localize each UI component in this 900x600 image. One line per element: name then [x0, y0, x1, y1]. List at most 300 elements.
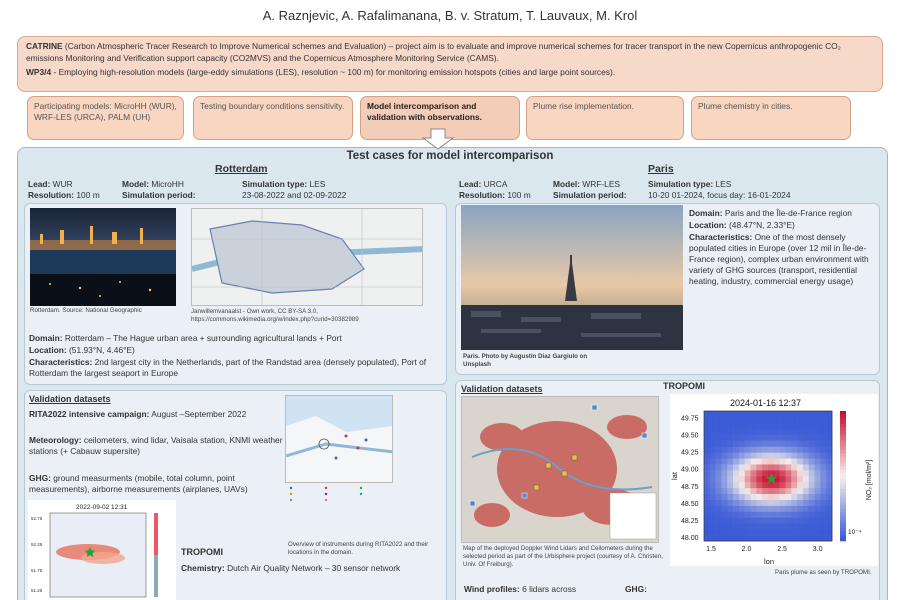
heatmap-cell	[733, 446, 739, 452]
colorbar-segment	[840, 424, 846, 428]
heatmap-cell	[727, 523, 733, 529]
heatmap-cell	[704, 482, 710, 488]
heatmap-cell	[780, 500, 786, 506]
heatmap-cell	[791, 517, 797, 523]
colorbar-segment	[840, 515, 846, 519]
heatmap-cell	[745, 535, 751, 541]
heatmap-cell	[809, 500, 815, 506]
heatmap-cell	[762, 411, 768, 417]
heatmap-cell	[721, 446, 727, 452]
colorbar-segment	[840, 486, 846, 490]
colorbar-segment	[840, 444, 846, 448]
heatmap-cell	[791, 482, 797, 488]
heatmap-cell	[727, 494, 733, 500]
heatmap-cell	[768, 523, 774, 529]
heatmap-cell	[716, 435, 722, 441]
arrow-down-icon	[420, 128, 456, 150]
heatmap-cell	[774, 500, 780, 506]
heatmap-cell	[820, 500, 826, 506]
heatmap-cell	[710, 535, 716, 541]
heatmap-cell	[716, 523, 722, 529]
heatmap-cell	[745, 435, 751, 441]
heatmap-cell	[791, 500, 797, 506]
tropomi-no2-chart	[670, 394, 878, 566]
heatmap-cell	[727, 470, 733, 476]
heatmap-cell	[820, 411, 826, 417]
heatmap-cell	[751, 429, 757, 435]
paris-map-caption: Map of the deployed Doppler Wind Lidars and Ceilometers during the selected period as part of the Urbisphere project (courtesy of A. Christen, Univ. Of Freiburg).	[463, 545, 663, 568]
colorbar-segment	[840, 509, 846, 513]
colorbar-segment	[840, 483, 846, 487]
heatmap-cell	[768, 529, 774, 535]
heatmap-cell	[727, 435, 733, 441]
heatmap-cell	[774, 423, 780, 429]
heatmap-cell	[791, 506, 797, 512]
heatmap-cell	[762, 429, 768, 435]
heatmap-cell	[785, 506, 791, 512]
heatmap-cell	[721, 441, 727, 447]
heatmap-cell	[716, 458, 722, 464]
heatmap-cell	[762, 523, 768, 529]
heatmap-cell	[826, 476, 832, 482]
heatmap-cell	[704, 535, 710, 541]
heatmap-cell	[809, 506, 815, 512]
colorbar-segment	[840, 502, 846, 506]
heatmap-cell	[785, 411, 791, 417]
heatmap-cell	[774, 523, 780, 529]
heatmap-cell	[745, 523, 751, 529]
heatmap-cell	[803, 446, 809, 452]
heatmap-cell	[745, 476, 751, 482]
x-tick-label: 3.0	[812, 546, 823, 553]
heatmap-cell	[815, 423, 821, 429]
heatmap-cell	[791, 464, 797, 470]
heatmap-cell	[768, 452, 774, 458]
heatmap-cell	[727, 476, 733, 482]
heatmap-cell	[768, 441, 774, 447]
heatmap-cell	[756, 458, 762, 464]
heatmap-cell	[820, 429, 826, 435]
heatmap-cell	[803, 529, 809, 535]
paris-photo	[461, 205, 683, 350]
colorbar-segment	[840, 421, 846, 425]
heatmap-cell	[774, 452, 780, 458]
heatmap-cell	[739, 529, 745, 535]
heatmap-cell	[721, 488, 727, 494]
colorbar-segment	[840, 427, 846, 431]
heatmap-cell	[797, 529, 803, 535]
heatmap-cell	[820, 423, 826, 429]
heatmap-cell	[704, 458, 710, 464]
heatmap-cell	[785, 529, 791, 535]
heatmap-cell	[791, 470, 797, 476]
heatmap-cell	[797, 423, 803, 429]
heatmap-cell	[704, 488, 710, 494]
heatmap-cell	[704, 464, 710, 470]
heatmap-cell	[710, 446, 716, 452]
heatmap-cell	[809, 464, 815, 470]
colorbar-segment	[840, 411, 846, 415]
heatmap-cell	[815, 494, 821, 500]
heatmap-cell	[751, 470, 757, 476]
heatmap-cell	[768, 446, 774, 452]
heatmap-cell	[721, 500, 727, 506]
colorbar-segment	[840, 431, 846, 435]
heatmap-cell	[716, 446, 722, 452]
heatmap-cell	[780, 423, 786, 429]
heatmap-cell	[762, 500, 768, 506]
heatmap-cell	[733, 535, 739, 541]
heatmap-cell	[739, 411, 745, 417]
heatmap-cell	[785, 494, 791, 500]
y-tick-label: 48.75	[681, 483, 699, 491]
heatmap-cell	[815, 417, 821, 423]
heatmap-cell	[721, 435, 727, 441]
heatmap-cell	[727, 529, 733, 535]
heatmap-cell	[704, 517, 710, 523]
heatmap-cell	[809, 476, 815, 482]
heatmap-cell	[756, 500, 762, 506]
rita-campaign: RITA2022 intensive campaign: August –September 2022	[29, 409, 247, 419]
heatmap-cell	[803, 488, 809, 494]
heatmap-cell	[768, 464, 774, 470]
heatmap-cell	[716, 488, 722, 494]
x-axis-label: lon	[764, 557, 775, 566]
heatmap-cell	[774, 488, 780, 494]
heatmap-cell	[751, 417, 757, 423]
heatmap-cell	[751, 500, 757, 506]
heatmap-cell	[820, 517, 826, 523]
heatmap-cell	[751, 517, 757, 523]
heatmap-cell	[785, 482, 791, 488]
colorbar-segment	[840, 418, 846, 422]
heatmap-cell	[733, 411, 739, 417]
svg-text:52.25: 52.25	[31, 542, 43, 547]
heatmap-cell	[809, 411, 815, 417]
heatmap-cell	[704, 523, 710, 529]
colorbar-segment	[840, 463, 846, 467]
heatmap-cell	[745, 511, 751, 517]
heatmap-cell	[721, 535, 727, 541]
colorbar-segment	[840, 518, 846, 522]
heatmap-cell	[727, 506, 733, 512]
heatmap-cell	[727, 488, 733, 494]
mini-chart-title: 2022-09-02 12:31	[76, 504, 128, 511]
heatmap-cell	[727, 511, 733, 517]
heatmap-cell	[820, 446, 826, 452]
heatmap-cell	[809, 441, 815, 447]
heatmap-cell	[826, 470, 832, 476]
paris-lead: Lead: URCA	[459, 179, 508, 189]
heatmap-cell	[739, 423, 745, 429]
heatmap-cell	[791, 435, 797, 441]
heatmap-cell	[716, 500, 722, 506]
heatmap-cell	[710, 506, 716, 512]
heatmap-cell	[803, 506, 809, 512]
heatmap-cell	[815, 506, 821, 512]
heatmap-cell	[721, 417, 727, 423]
heatmap-cell	[768, 517, 774, 523]
heatmap-cell	[745, 411, 751, 417]
paris-characteristics: Characteristics: One of the most densely populated cities in Europe (over 12 mil in Île-de-France region), complex urban environment with variety of GHG sources (transport, residential heating, industry, commercial energy usage)	[689, 232, 869, 286]
heatmap-cell	[785, 446, 791, 452]
heatmap-cell	[762, 423, 768, 429]
heatmap-cell	[739, 500, 745, 506]
heatmap-cell	[751, 523, 757, 529]
heatmap-cell	[826, 529, 832, 535]
heatmap-cell	[762, 511, 768, 517]
heatmap-cell	[745, 452, 751, 458]
heatmap-cell	[756, 488, 762, 494]
pill-plume-rise: Plume rise implementation.	[526, 96, 684, 140]
colorbar-segment	[840, 538, 846, 542]
heatmap-cell	[721, 511, 727, 517]
heatmap-cell	[739, 523, 745, 529]
heatmap-cell	[716, 452, 722, 458]
heatmap-cell	[791, 417, 797, 423]
heatmap-cell	[745, 470, 751, 476]
heatmap-cell	[815, 476, 821, 482]
heatmap-cell	[785, 458, 791, 464]
heatmap-cell	[820, 417, 826, 423]
heatmap-cell	[756, 494, 762, 500]
rotterdam-model: Model: MicroHH	[122, 179, 184, 189]
heatmap-cell	[716, 417, 722, 423]
heatmap-cell	[797, 446, 803, 452]
pill-plume-chemistry: Plume chemistry in cities.	[691, 96, 851, 140]
heatmap-cell	[815, 529, 821, 535]
heatmap-cell	[768, 429, 774, 435]
x-tick-label: 1.5	[706, 546, 716, 553]
heatmap-cell	[733, 417, 739, 423]
heatmap-cell	[797, 511, 803, 517]
rotterdam-tropomi-label: TROPOMI	[181, 547, 223, 557]
heatmap-cell	[704, 429, 710, 435]
colorbar-segment	[840, 528, 846, 532]
heatmap-cell	[745, 423, 751, 429]
heatmap-cell	[716, 511, 722, 517]
heatmap-cell	[762, 446, 768, 452]
heatmap-cell	[710, 494, 716, 500]
heatmap-cell	[727, 517, 733, 523]
heatmap-cell	[710, 476, 716, 482]
heatmap-cell	[785, 417, 791, 423]
heatmap-cell	[780, 517, 786, 523]
heatmap-cell	[803, 523, 809, 529]
heatmap-cell	[733, 511, 739, 517]
heatmap-cell	[745, 529, 751, 535]
heatmap-cell	[785, 488, 791, 494]
heatmap-cell	[815, 535, 821, 541]
heatmap-cell	[756, 523, 762, 529]
heatmap-cell	[733, 517, 739, 523]
heatmap-cell	[780, 470, 786, 476]
y-tick-label: 49.00	[681, 466, 699, 474]
heatmap-cell	[745, 494, 751, 500]
heatmap-cell	[774, 464, 780, 470]
heatmap-cell	[751, 482, 757, 488]
heatmap-cell	[721, 429, 727, 435]
heatmap-cell	[785, 500, 791, 506]
heatmap-cell	[780, 441, 786, 447]
heatmap-cell	[826, 458, 832, 464]
heatmap-cell	[721, 476, 727, 482]
wp-text: - Employing high-resolution models (large-eddy simulations (LES), resolution ~ 100 m) for monitoring emission hotspots (cities and large point sources).	[51, 67, 616, 77]
heatmap-cell	[815, 517, 821, 523]
heatmap-cell	[815, 411, 821, 417]
heatmap-cell	[762, 470, 768, 476]
heatmap-cell	[751, 529, 757, 535]
heatmap-cell	[727, 458, 733, 464]
heatmap-cell	[774, 429, 780, 435]
heatmap-cell	[797, 464, 803, 470]
heatmap-cell	[756, 417, 762, 423]
heatmap-cell	[815, 429, 821, 435]
heatmap-cell	[803, 482, 809, 488]
heatmap-cell	[820, 464, 826, 470]
heatmap-cell	[774, 535, 780, 541]
heatmap-cell	[745, 464, 751, 470]
heatmap-cell	[751, 506, 757, 512]
heatmap-cell	[762, 441, 768, 447]
heatmap-cell	[721, 458, 727, 464]
heatmap-cell	[780, 482, 786, 488]
heatmap-cell	[774, 435, 780, 441]
colorbar-segment	[840, 505, 846, 509]
pill-boundary-conditions: Testing boundary conditions sensitivity.	[193, 96, 353, 140]
heatmap-cell	[739, 429, 745, 435]
heatmap-cell	[809, 488, 815, 494]
heatmap-cell	[716, 411, 722, 417]
heatmap-cell	[826, 429, 832, 435]
heatmap-cell	[803, 452, 809, 458]
heatmap-cell	[704, 417, 710, 423]
heatmap-cell	[739, 476, 745, 482]
heatmap-cell	[745, 506, 751, 512]
pill-model-intercomparison: Model intercomparison and validation with observations.	[360, 96, 520, 140]
heatmap-cell	[785, 476, 791, 482]
colorbar-tick: 10⁻⁴	[848, 529, 862, 536]
x-tick-label: 2.5	[777, 546, 787, 553]
heatmap-cell	[727, 441, 733, 447]
colorbar-segment	[840, 476, 846, 480]
heatmap-cell	[774, 494, 780, 500]
wp-name: WP3/4	[26, 67, 52, 77]
heatmap-cell	[785, 452, 791, 458]
heatmap-cell	[710, 458, 716, 464]
heatmap-cell	[751, 452, 757, 458]
paris-resolution: Resolution: 100 m	[459, 190, 531, 200]
heatmap-cell	[791, 441, 797, 447]
paris-wind-profiles: Wind profiles: 6 lidars across	[464, 584, 577, 594]
heatmap-cell	[751, 535, 757, 541]
heatmap-cell	[785, 517, 791, 523]
heatmap-cell	[727, 411, 733, 417]
heatmap-cell	[780, 511, 786, 517]
heatmap-cell	[762, 535, 768, 541]
heatmap-cell	[791, 446, 797, 452]
heatmap-cell	[710, 523, 716, 529]
paris-title: Paris	[648, 163, 674, 175]
heatmap-cell	[768, 417, 774, 423]
heatmap-cell	[826, 411, 832, 417]
heatmap-cell	[710, 470, 716, 476]
heatmap-cell	[803, 411, 809, 417]
heatmap-cell	[727, 417, 733, 423]
heatmap-cell	[809, 446, 815, 452]
heatmap-cell	[727, 452, 733, 458]
heatmap-cell	[820, 535, 826, 541]
heatmap-cell	[785, 441, 791, 447]
catrine-paragraph	[26, 41, 874, 64]
heatmap-cell	[704, 476, 710, 482]
heatmap-cell	[739, 435, 745, 441]
heatmap-cell	[710, 423, 716, 429]
heatmap-cell	[809, 517, 815, 523]
heatmap-cell	[826, 517, 832, 523]
heatmap-cell	[797, 476, 803, 482]
heatmap-cell	[710, 500, 716, 506]
heatmap-cell	[791, 511, 797, 517]
heatmap-cell	[710, 452, 716, 458]
colorbar-segment	[840, 434, 846, 438]
colorbar-segment	[840, 460, 846, 464]
heatmap-cell	[733, 523, 739, 529]
rotterdam-domain: Domain: Rotterdam – The Hague urban area + surrounding agricultural lands + Port	[29, 333, 342, 343]
heatmap-cell	[797, 441, 803, 447]
paris-ghg: GHG:	[625, 584, 647, 594]
heatmap-cell	[803, 470, 809, 476]
heatmap-cell	[727, 464, 733, 470]
heatmap-cell	[780, 523, 786, 529]
heatmap-cell	[745, 417, 751, 423]
heatmap-cell	[809, 429, 815, 435]
heatmap-cell	[768, 500, 774, 506]
rotterdam-chemistry: Chemistry: Dutch Air Quality Network – 30 sensor network	[181, 563, 401, 573]
heatmap-cell	[704, 441, 710, 447]
heatmap-cell	[815, 464, 821, 470]
heatmap-cell	[785, 511, 791, 517]
heatmap-cell	[791, 429, 797, 435]
heatmap-cell	[710, 429, 716, 435]
heatmap-cell	[797, 506, 803, 512]
heatmap-cell	[809, 470, 815, 476]
heatmap-cell	[739, 511, 745, 517]
heatmap-cell	[768, 488, 774, 494]
heatmap-cell	[751, 446, 757, 452]
heatmap-cell	[780, 529, 786, 535]
heatmap-cell	[704, 470, 710, 476]
colorbar-label: NO₂ [mol/m²]	[866, 459, 873, 501]
heatmap-cell	[721, 506, 727, 512]
heatmap-cell	[704, 452, 710, 458]
heatmap-cell	[733, 423, 739, 429]
rotterdam-period-label: Simulation period:	[122, 190, 196, 200]
heatmap-cell	[803, 535, 809, 541]
heatmap-cell	[780, 488, 786, 494]
heatmap-cell	[721, 423, 727, 429]
heatmap-cell	[716, 441, 722, 447]
colorbar-segment	[840, 440, 846, 444]
rita-instrument-map	[285, 395, 393, 483]
heatmap-cell	[745, 429, 751, 435]
heatmap-cell	[815, 470, 821, 476]
colorbar-segment	[840, 512, 846, 516]
heatmap-cell	[721, 517, 727, 523]
heatmap-cell	[704, 506, 710, 512]
heatmap-cell	[780, 417, 786, 423]
heatmap-cell	[820, 482, 826, 488]
